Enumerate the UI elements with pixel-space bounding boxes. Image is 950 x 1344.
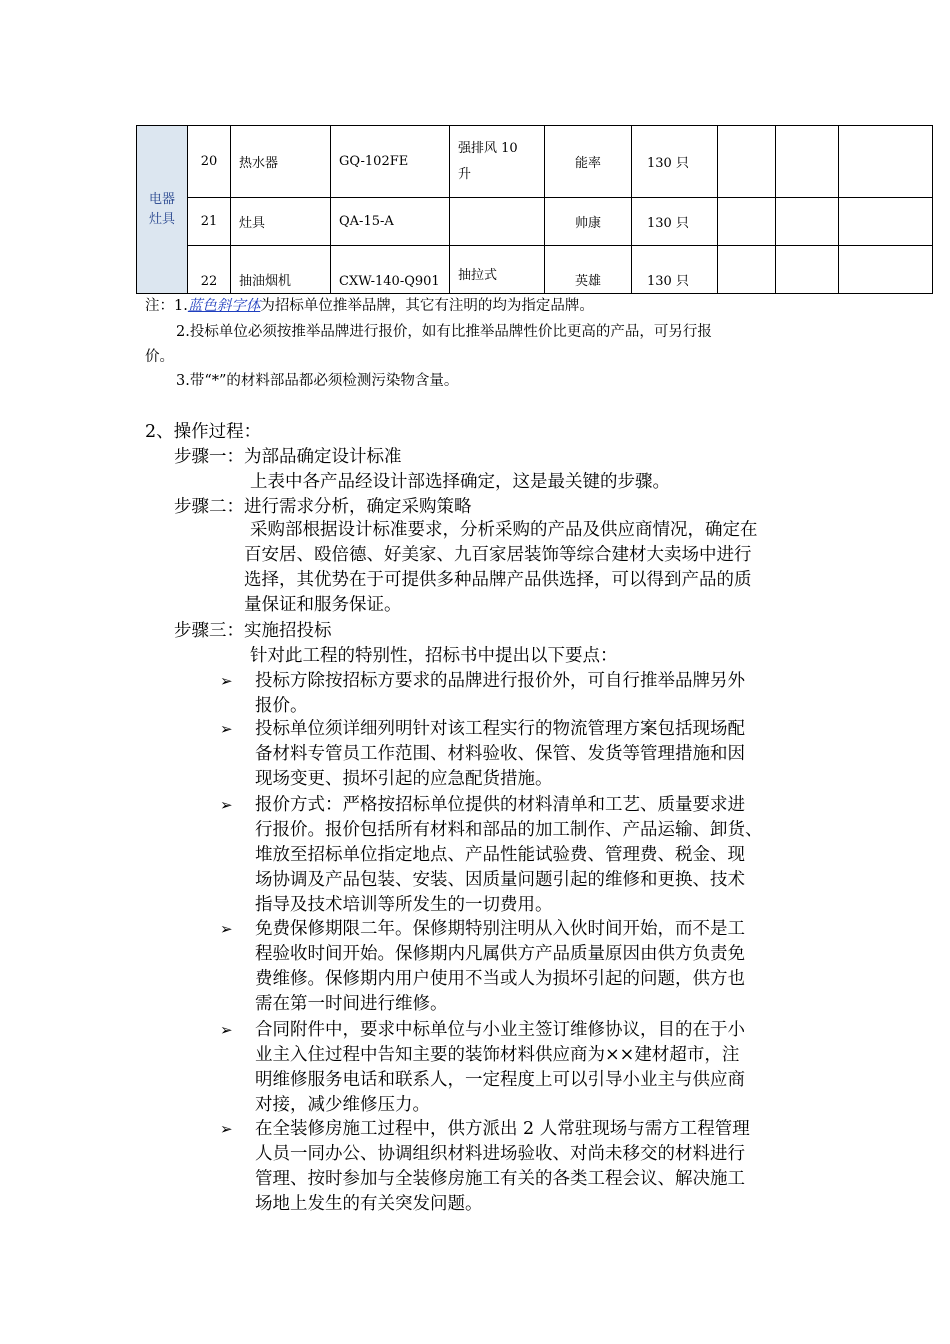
bullet-line: 投标方除按招标方要求的品牌进行报价外，可自行推举品牌另外 bbox=[255, 671, 745, 691]
step-2-title: 步骤二：进行需求分析，确定采购策略 bbox=[174, 497, 472, 517]
paragraph-line: 采购部根据设计标准要求，分析采购的产品及供应商情况，确定在 bbox=[250, 520, 758, 540]
empty-cell bbox=[776, 126, 839, 198]
product-brand: 英雄 bbox=[545, 246, 632, 294]
bullet-line: 程验收时间开始。保修期内凡属供方产品质量原因由供方负责免 bbox=[255, 944, 745, 964]
arrow-bullet-icon: ➢ bbox=[220, 720, 233, 738]
bullet-item bbox=[255, 717, 745, 792]
table-row bbox=[137, 246, 933, 294]
note-3: 3.带“*”的材料部品都必须检测污染物含量。 bbox=[176, 373, 459, 389]
category-cell bbox=[137, 126, 188, 294]
paragraph-line: 量保证和服务保证。 bbox=[244, 595, 402, 615]
section-heading: 2、操作过程： bbox=[145, 422, 262, 442]
bullet-line: 需在第一时间进行维修。 bbox=[255, 994, 448, 1014]
product-quantity: 130 只 bbox=[632, 126, 718, 198]
arrow-bullet-icon: ➢ bbox=[220, 796, 233, 814]
product-brand: 能率 bbox=[545, 126, 632, 198]
empty-cell bbox=[839, 198, 933, 246]
bullet-item bbox=[255, 1117, 750, 1217]
category-label-line2: 灶具 bbox=[148, 211, 175, 227]
bullet-line: 场协调及产品包装、安装、因质量问题引起的维修和更换、技术 bbox=[255, 870, 745, 890]
bullet-line: 场地上发生的有关突发问题。 bbox=[255, 1194, 483, 1214]
step-3-title: 步骤三：实施招投标 bbox=[174, 621, 332, 641]
arrow-bullet-icon: ➢ bbox=[220, 1120, 233, 1138]
bullet-line: 业主入住过程中告知主要的装饰材料供应商为××建材超市，注 bbox=[255, 1045, 740, 1065]
step-3-intro: 针对此工程的特别性，招标书中提出以下要点： bbox=[250, 646, 618, 666]
note-2-line2: 价。 bbox=[145, 349, 174, 365]
arrow-bullet-icon: ➢ bbox=[220, 1021, 233, 1039]
bullet-line: 管理、按时参加与全装修房施工有关的各类工程会议、解决施工 bbox=[255, 1169, 745, 1189]
bullet-line: 指导及技术培训等所发生的一切费用。 bbox=[255, 895, 553, 915]
product-spec-line1: 强排风 10 bbox=[458, 140, 518, 156]
category-label-line1: 电器 bbox=[148, 191, 175, 207]
product-model: CXW-140-Q901 bbox=[331, 246, 450, 294]
empty-cell bbox=[718, 126, 776, 198]
bullet-item bbox=[255, 669, 745, 719]
bullet-line: 备材料专管员工作范围、材料验收、保管、发货等管理措施和因 bbox=[255, 744, 745, 764]
product-spec: 抽拉式 bbox=[450, 246, 545, 294]
product-quantity: 130 只 bbox=[632, 246, 718, 294]
bullet-item bbox=[255, 793, 763, 918]
product-spec bbox=[450, 126, 545, 198]
arrow-bullet-icon: ➢ bbox=[220, 672, 233, 690]
bullet-item bbox=[255, 1018, 745, 1118]
bullet-line: 合同附件中，要求中标单位与小业主签订维修协议，目的在于小 bbox=[255, 1020, 745, 1040]
step-1-body: 上表中各产品经设计部选择确定，这是最关键的步骤。 bbox=[250, 472, 670, 492]
product-name: 灶具 bbox=[231, 198, 331, 246]
product-model: QA-15-A bbox=[331, 198, 450, 246]
empty-cell bbox=[839, 246, 933, 294]
row-number: 22 bbox=[188, 246, 231, 294]
bullet-line: 行报价。报价包括所有材料和部品的加工制作、产品运输、卸货、 bbox=[255, 820, 763, 840]
empty-cell bbox=[718, 246, 776, 294]
product-spec bbox=[450, 198, 545, 246]
paragraph-line: 百安居、殴倍德、好美家、九百家居装饰等综合建材大卖场中进行 bbox=[244, 545, 752, 565]
product-model: GQ-102FE bbox=[331, 126, 450, 198]
step-2-body bbox=[0, 518, 758, 618]
empty-cell bbox=[718, 198, 776, 246]
note-2-line1: 2.投标单位必须按推举品牌进行报价，如有比推举品牌性价比更高的产品，可另行报 bbox=[176, 324, 712, 340]
bullet-line: 现场变更、损坏引起的应急配货措施。 bbox=[255, 769, 553, 789]
bullet-line: 投标单位须详细列明针对该工程实行的物流管理方案包括现场配 bbox=[255, 719, 745, 739]
note-1-prefix: 注：1. bbox=[145, 298, 188, 314]
bullet-line: 明维修服务电话和联系人，一定程度上可以引导小业主与供应商 bbox=[255, 1070, 745, 1090]
bullet-line: 堆放至招标单位指定地点、产品性能试验费、管理费、税金、现 bbox=[255, 845, 745, 865]
row-number: 21 bbox=[188, 198, 231, 246]
step-1-title: 步骤一：为部品确定设计标准 bbox=[174, 447, 402, 467]
bullet-line: 报价方式：严格按招标单位提供的材料清单和工艺、质量要求进 bbox=[255, 795, 745, 815]
arrow-bullet-icon: ➢ bbox=[220, 920, 233, 938]
note-1 bbox=[145, 294, 594, 318]
bullet-line: 对接，减少维修压力。 bbox=[255, 1095, 430, 1115]
note-1-highlight: 蓝色斜字体 bbox=[187, 298, 261, 314]
product-name: 抽油烟机 bbox=[231, 246, 331, 294]
materials-table bbox=[136, 125, 933, 294]
empty-cell bbox=[776, 198, 839, 246]
product-name: 热水器 bbox=[231, 126, 331, 198]
bullet-line: 费维修。保修期内用户使用不当或人为损坏引起的问题，供方也 bbox=[255, 969, 745, 989]
bullet-line: 在全装修房施工过程中，供方派出 2 人常驻现场与需方工程管理 bbox=[255, 1119, 750, 1139]
table-row bbox=[137, 126, 933, 198]
note-1-text: 为招标单位推举品牌，其它有注明的均为指定品牌。 bbox=[260, 298, 594, 314]
bullet-line: 免费保修期限二年。保修期特别注明从入伙时间开始，而不是工 bbox=[255, 919, 745, 939]
empty-cell bbox=[776, 246, 839, 294]
empty-cell bbox=[839, 126, 933, 198]
bullet-line: 人员一同办公、协调组织材料进场验收、对尚未移交的材料进行 bbox=[255, 1144, 745, 1164]
product-spec-line2: 升 bbox=[458, 166, 472, 182]
paragraph-line: 选择，其优势在于可提供多种品牌产品供选择，可以得到产品的质 bbox=[244, 570, 752, 590]
table-row bbox=[137, 198, 933, 246]
bullet-line: 报价。 bbox=[255, 696, 308, 716]
bullet-item bbox=[255, 917, 745, 1017]
product-quantity: 130 只 bbox=[632, 198, 718, 246]
product-brand: 帅康 bbox=[545, 198, 632, 246]
row-number: 20 bbox=[188, 126, 231, 198]
